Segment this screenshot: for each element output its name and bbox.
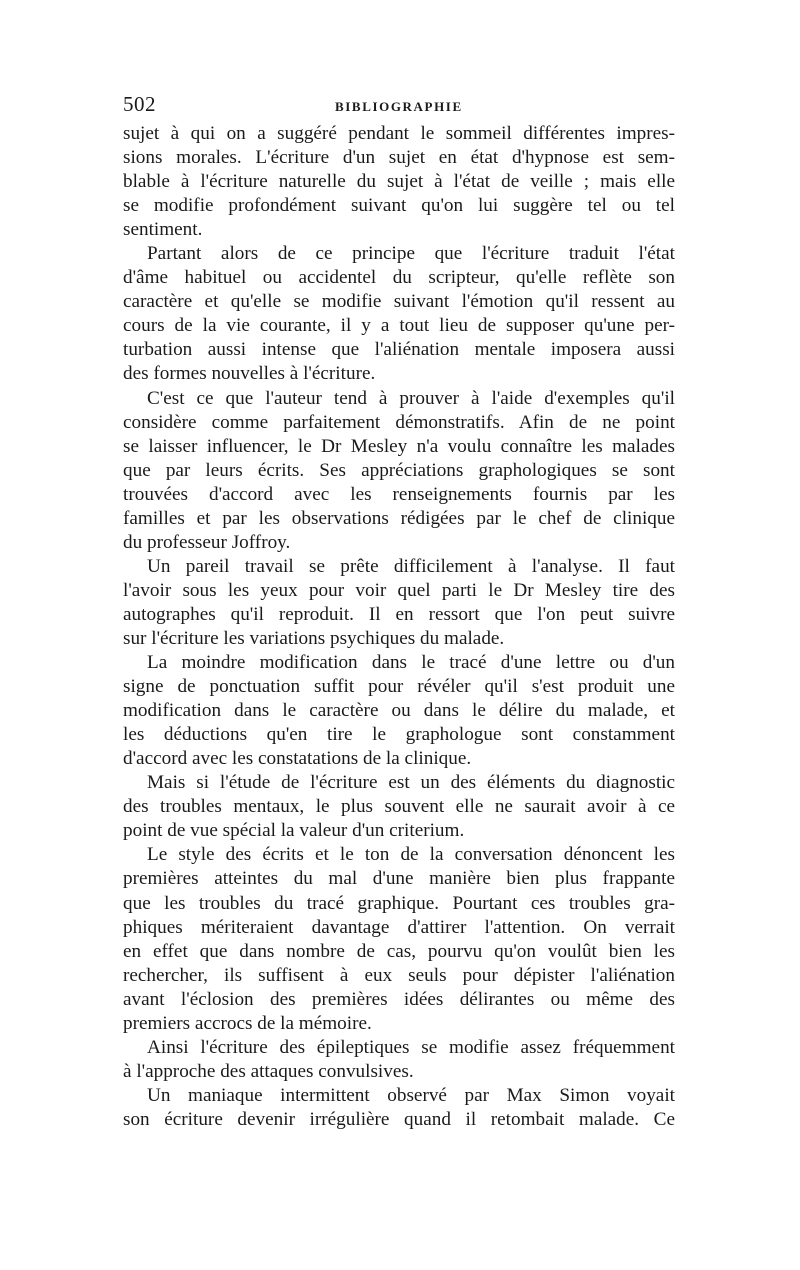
text-line: son écriture devenir irrégulière quand il retombait malade. Ce	[123, 1108, 675, 1130]
text-line: autographes qu'il reproduit. Il en ressort que l'on peut suivre	[123, 603, 675, 625]
text-line: sions morales. L'écriture d'un sujet en état d'hypnose est sem-	[123, 147, 675, 169]
text-line: sentiment.	[123, 219, 203, 241]
text-line: les déductions qu'en tire le graphologue sont constamment	[123, 724, 675, 746]
text-line: C'est ce que l'auteur tend à prouver à l'aide d'exemples qu'il	[147, 387, 675, 409]
paragraph	[123, 555, 675, 651]
text-line: Le style des écrits et le ton de la conversation dénoncent les	[147, 844, 675, 866]
text-line: phiques mériteraient davantage d'attirer l'attention. On verrait	[123, 916, 675, 938]
paragraph	[123, 651, 675, 771]
text-line: que les troubles du tracé graphique. Pourtant ces troubles gra-	[123, 892, 675, 914]
body-text	[123, 122, 675, 1132]
text-line: d'âme habituel ou accidentel du scripteur, qu'elle reflète son	[123, 267, 675, 289]
running-title: BIBLIOGRAPHIE	[335, 99, 463, 114]
paragraph	[123, 1036, 675, 1084]
book-page	[123, 92, 675, 1132]
text-line: sur l'écriture les variations psychiques du malade.	[123, 627, 505, 649]
paragraph	[123, 387, 675, 555]
text-line: modification dans le caractère ou dans le délire du malade, et	[123, 700, 675, 722]
text-line: des troubles mentaux, le plus souvent elle ne saurait avoir à ce	[123, 796, 675, 818]
paragraph	[123, 122, 675, 242]
text-line: des formes nouvelles à l'écriture.	[123, 363, 376, 385]
text-line: cours de la vie courante, il y a tout lieu de supposer qu'une per-	[123, 315, 675, 337]
running-head	[123, 92, 675, 120]
text-line: turbation aussi intense que l'aliénation mentale imposera aussi	[123, 339, 675, 361]
text-line: signe de ponctuation suffit pour révéler qu'il s'est produit une	[123, 676, 675, 698]
text-line: à l'approche des attaques convulsives.	[123, 1060, 414, 1082]
text-line: l'avoir sous les yeux pour voir quel parti le Dr Mesley tire des	[123, 579, 675, 601]
text-line: blable à l'écriture naturelle du sujet à l'état de veille ; mais elle	[123, 171, 675, 193]
text-line: se laisser influencer, le Dr Mesley n'a voulu connaître les malades	[123, 435, 675, 457]
text-line: du professeur Joffroy.	[123, 531, 291, 553]
paragraph	[123, 242, 675, 386]
text-line: considère comme parfaitement démonstratifs. Afin de ne point	[123, 411, 675, 433]
text-line: que par leurs écrits. Ses appréciations graphologiques se sont	[123, 459, 675, 481]
text-line: se modifie profondément suivant qu'on lui suggère tel ou tel	[123, 195, 675, 217]
text-line: Un maniaque intermittent observé par Max Simon voyait	[147, 1084, 675, 1106]
text-line: familles et par les observations rédigées par le chef de clinique	[123, 507, 675, 529]
text-line: Partant alors de ce principe que l'écriture traduit l'état	[147, 243, 675, 265]
paragraph	[123, 771, 675, 843]
text-line: rechercher, ils suffisent à eux seuls pour dépister l'aliénation	[123, 964, 675, 986]
text-line: premiers accrocs de la mémoire.	[123, 1012, 372, 1034]
text-line: La moindre modification dans le tracé d'une lettre ou d'un	[147, 652, 675, 674]
text-line: d'accord avec les constatations de la clinique.	[123, 748, 472, 770]
text-line: caractère et qu'elle se modifie suivant l'émotion qu'il ressent au	[123, 291, 675, 313]
page-number: 502	[123, 92, 156, 116]
text-line: sujet à qui on a suggéré pendant le sommeil différentes impres-	[123, 123, 675, 144]
text-line: en effet que dans nombre de cas, pourvu qu'on voulût bien les	[123, 940, 675, 962]
text-line: premières atteintes du mal d'une manière bien plus frappante	[123, 868, 675, 890]
text-line: Ainsi l'écriture des épileptiques se modifie assez fréquemment	[147, 1036, 675, 1058]
paragraph	[123, 1084, 675, 1132]
text-line: trouvées d'accord avec les renseignements fournis par les	[123, 483, 675, 505]
text-line: Mais si l'étude de l'écriture est un des éléments du diagnostic	[147, 772, 675, 794]
text-line: Un pareil travail se prête difficilement à l'analyse. Il faut	[147, 555, 675, 577]
paragraph	[123, 843, 675, 1035]
text-line: point de vue spécial la valeur d'un criterium.	[123, 820, 465, 842]
text-line: avant l'éclosion des premières idées délirantes ou même des	[123, 988, 675, 1010]
